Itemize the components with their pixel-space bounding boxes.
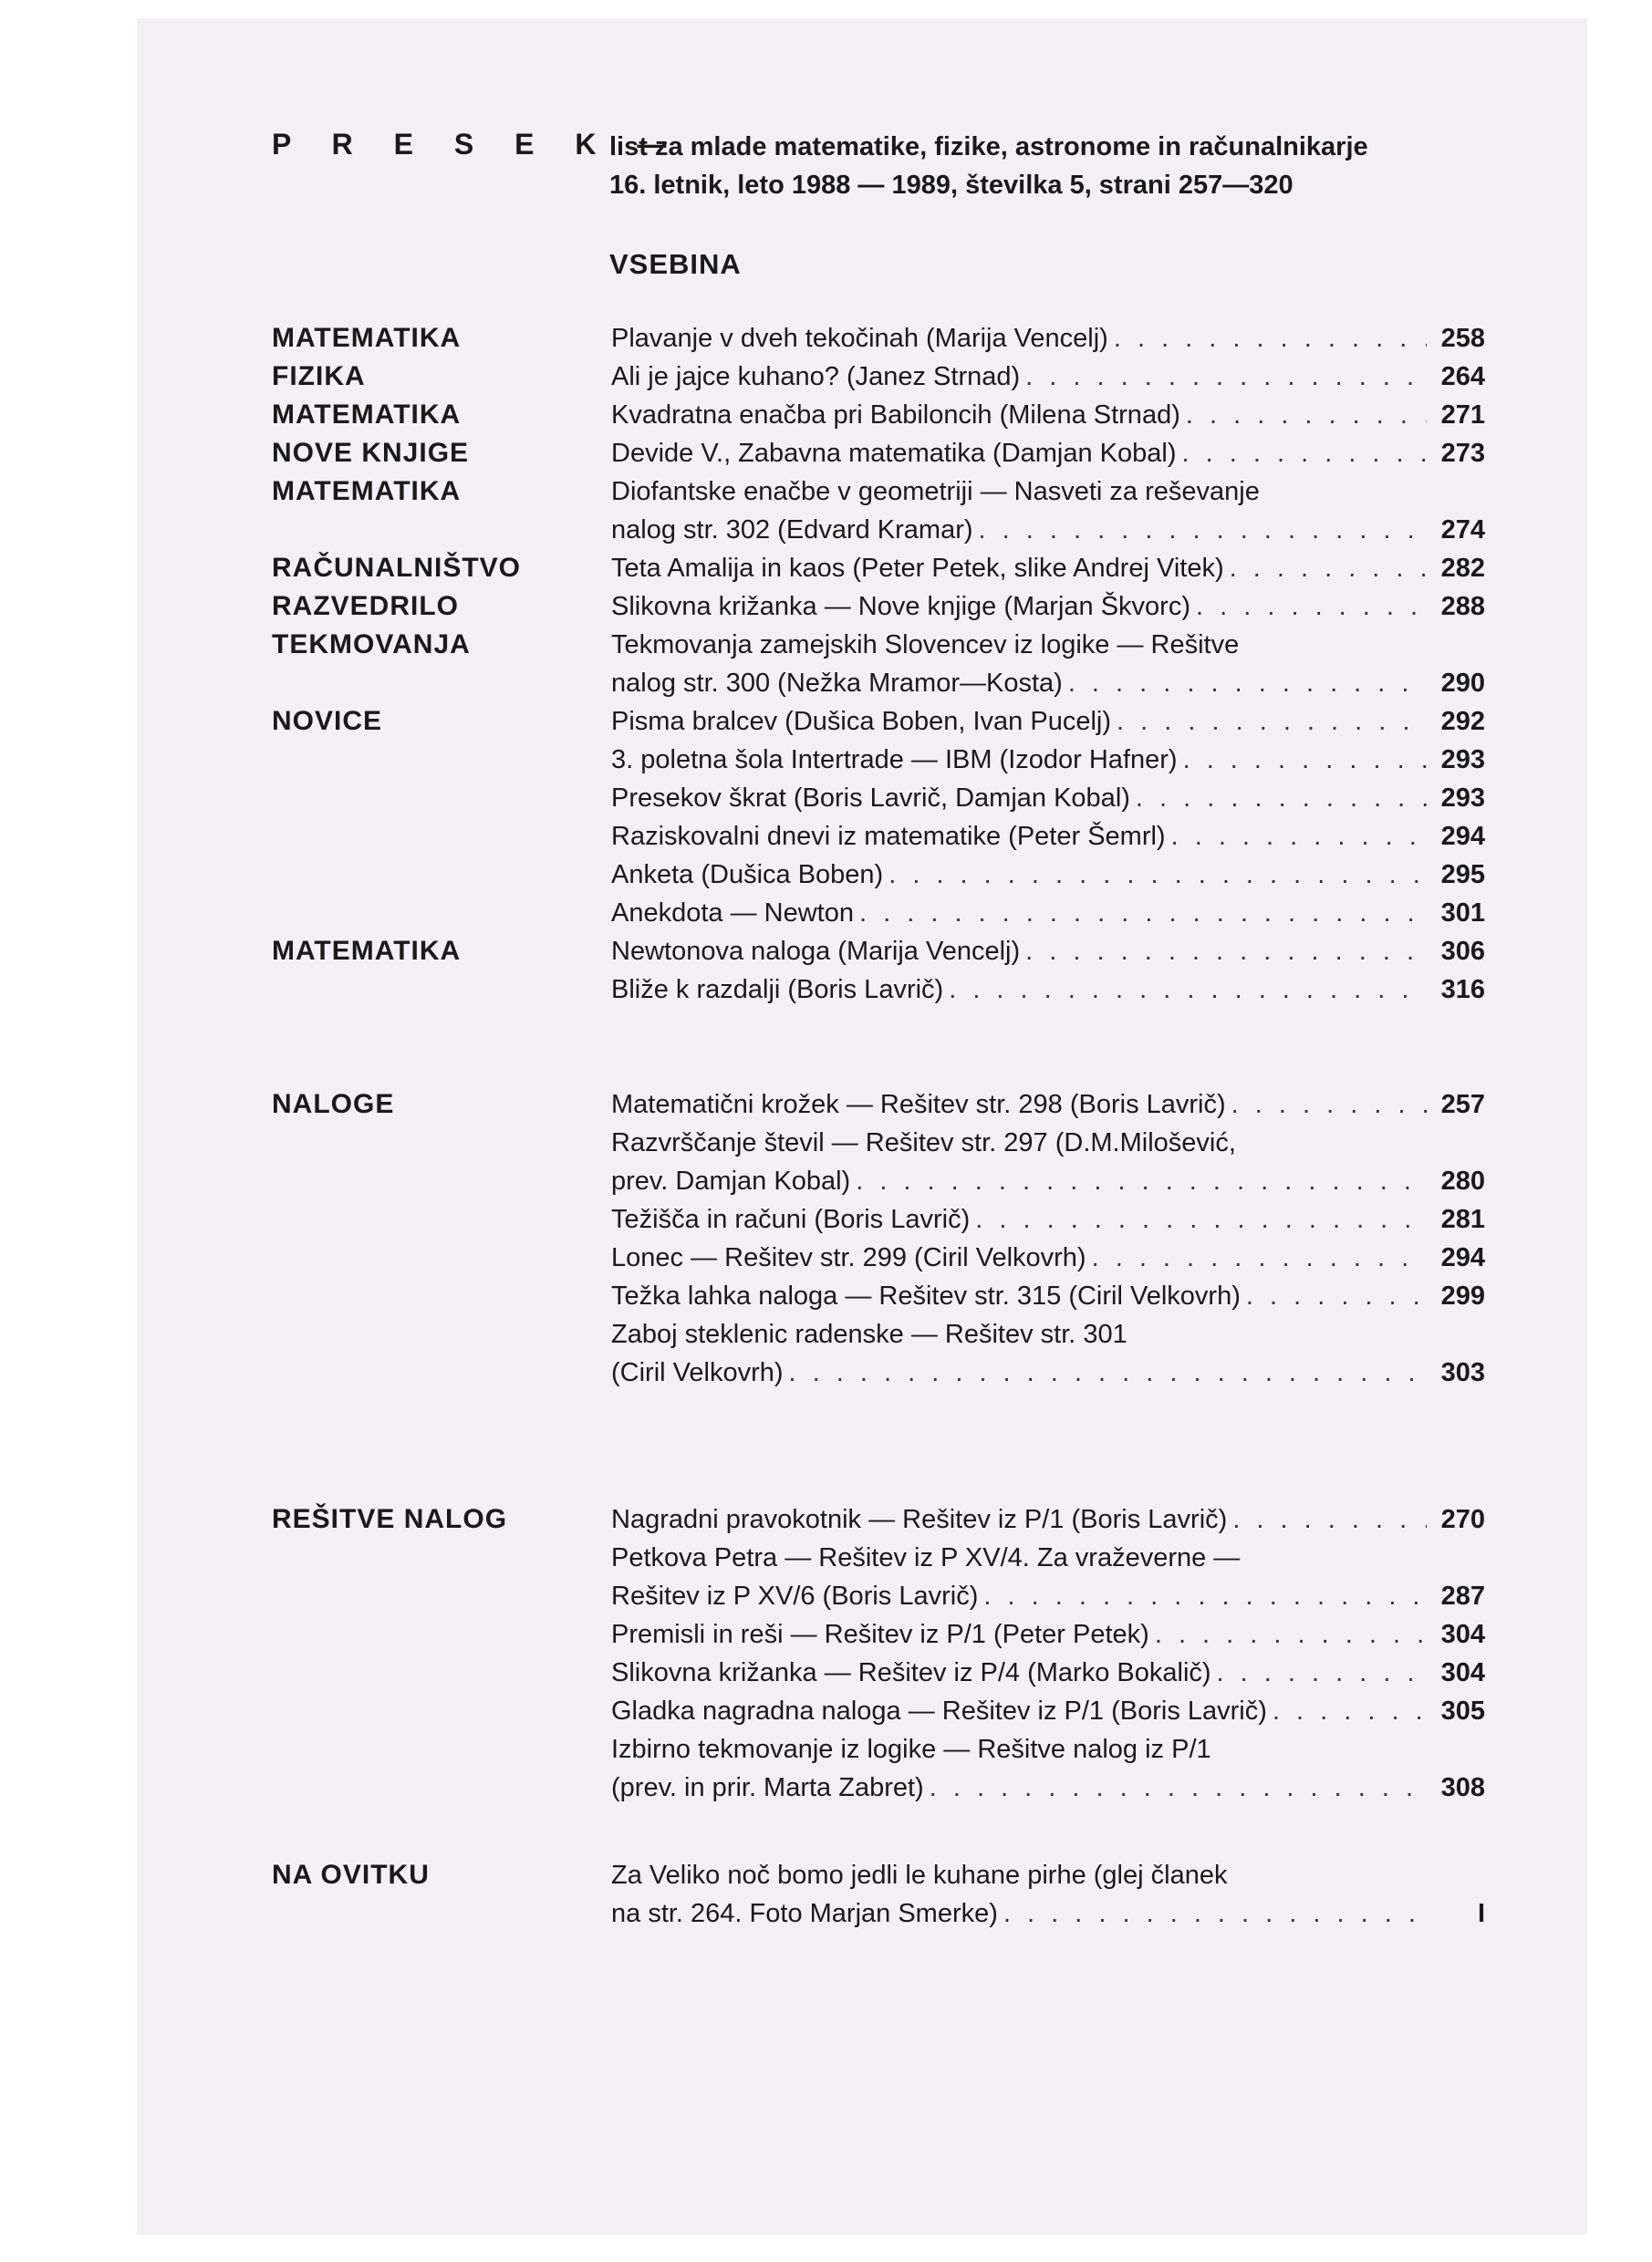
toc-entry-title: 3. poletna šola Intertrade — IBM (Izodor Hafner): [611, 745, 1178, 774]
toc-row: [272, 970, 1494, 1009]
toc-entry-line: [611, 396, 1485, 434]
toc-row: [272, 702, 1494, 741]
toc-entry: [611, 396, 1485, 434]
toc-category: TEKMOVANJA: [272, 629, 471, 659]
toc-entry-title: Težišča in računi (Boris Lavrič): [611, 1205, 971, 1234]
toc-row: [272, 741, 1494, 779]
toc-row: [272, 1200, 1494, 1239]
dot-leader: [1273, 1692, 1427, 1730]
dot-leader: [888, 856, 1427, 894]
toc-entry-line: [611, 856, 1485, 894]
toc-entry-line: [611, 970, 1485, 1009]
toc-entry-title: Raziskovalni dnevi iz matematike (Peter Šemrl): [611, 822, 1166, 851]
masthead-info: [609, 128, 1522, 204]
toc-row: [272, 319, 1494, 358]
dot-leader: [1232, 1500, 1427, 1539]
toc-entry-line: [611, 932, 1485, 970]
toc-row: [272, 358, 1494, 396]
page-number: 301: [1440, 898, 1485, 928]
page-number: 303: [1440, 1358, 1485, 1387]
page-number: 305: [1440, 1696, 1485, 1726]
toc-category: MATEMATIKA: [272, 323, 462, 353]
dot-leader: [1217, 1654, 1427, 1692]
dot-leader: [1025, 358, 1427, 396]
toc-entry-line: [611, 511, 1485, 549]
dot-leader: [1155, 1615, 1427, 1654]
dot-leader: [1230, 549, 1427, 587]
toc-entry: [611, 970, 1485, 1009]
toc-row: [272, 1692, 1494, 1730]
dot-leader: [856, 1162, 1427, 1200]
page-number: 295: [1440, 860, 1485, 889]
dot-leader: [1231, 1085, 1427, 1124]
issue-info: 16. letnik, leto 1988 — 1989, številka 5, strani 257—320: [609, 171, 1294, 200]
toc-entry-title: Plavanje v dveh tekočinah (Marija Vencelj): [611, 324, 1108, 353]
toc-entry: [611, 1124, 1485, 1200]
toc-entry-line: [611, 779, 1485, 817]
toc-entry-title: Teta Amalija in kaos (Peter Petek, slike Andrej Vitek): [611, 554, 1224, 583]
toc-section-resitve: [272, 1500, 1494, 1807]
toc-entry: [611, 1500, 1485, 1539]
toc-section-naloge: [272, 1085, 1494, 1392]
toc-category: RAZVEDRILO: [272, 591, 459, 621]
toc-entry-line: [611, 1200, 1485, 1239]
toc-entry-line: [611, 319, 1485, 358]
toc-entry-line: [611, 587, 1485, 626]
contents-title: VSEBINA: [609, 248, 742, 280]
toc-entry-title-line: Petkova Petra — Rešitev iz P XV/4. Za vraževerne —: [611, 1543, 1241, 1572]
toc-entry-line: [611, 358, 1485, 396]
page-number: 290: [1440, 669, 1485, 698]
toc-entry-title-line: Tekmovanja zamejskih Slovencev iz logike — Rešitve: [611, 630, 1240, 659]
page-number: 304: [1440, 1658, 1485, 1687]
toc-entry-line: [611, 549, 1485, 587]
toc-entry-title: Presekov škrat (Boris Lavrič, Damjan Kobal): [611, 783, 1130, 813]
toc-entry: [611, 1239, 1485, 1277]
toc-entry-title: Slikovna križanka — Nove knjige (Marjan Škvorc): [611, 592, 1190, 621]
toc-entry: [611, 1315, 1485, 1392]
page-number: 294: [1440, 822, 1485, 851]
toc-section-main: [272, 319, 1494, 1009]
toc-entry-title: Težka lahka naloga — Rešitev str. 315 (Ciril Velkovrh): [611, 1281, 1241, 1311]
toc-entry-line: [611, 1894, 1485, 1933]
toc-entry: [611, 817, 1485, 856]
toc-row: [272, 587, 1494, 626]
toc-row: [272, 1615, 1494, 1654]
toc-entry-title: Rešitev iz P XV/6 (Boris Lavrič): [611, 1582, 979, 1611]
toc-entry: [611, 741, 1485, 779]
toc-section-ovitek: [272, 1856, 1494, 1933]
toc-entry-title: Gladka nagradna naloga — Rešitev iz P/1 (Boris Lavrič): [611, 1696, 1267, 1726]
toc-row: [272, 1500, 1494, 1539]
toc-entry: [611, 1085, 1485, 1124]
toc-entry-title-line: Zaboj steklenic radenske — Rešitev str. 301: [611, 1320, 1127, 1349]
toc-row: [272, 1315, 1494, 1392]
dot-leader: [1182, 434, 1427, 472]
page-number: 281: [1440, 1205, 1485, 1234]
toc-entry: [611, 1654, 1485, 1692]
toc-category: NOVE KNJIGE: [272, 438, 470, 468]
page-number: 273: [1440, 439, 1485, 468]
toc-entry-title: Kvadratna enačba pri Babiloncih (Milena Strnad): [611, 400, 1180, 430]
dot-leader: [1246, 1277, 1427, 1315]
page-number: 294: [1440, 1243, 1485, 1272]
toc-entry-title-line: Za Veliko noč bomo jedli le kuhane pirhe (glej članek: [611, 1861, 1228, 1890]
masthead-subtitle: list za mlade matematike, fizike, astronome in računalnikarje: [609, 132, 1368, 161]
toc-entry-title: Slikovna križanka — Rešitev iz P/4 (Marko Bokalič): [611, 1658, 1211, 1687]
toc-entry: [611, 894, 1485, 932]
toc-entry-title: prev. Damjan Kobal): [611, 1167, 851, 1196]
toc-entry-title: nalog str. 300 (Nežka Mramor—Kosta): [611, 669, 1063, 698]
page-number: I: [1477, 1899, 1485, 1928]
toc-entry-line: [611, 1239, 1485, 1277]
toc-entry-line: [611, 741, 1485, 779]
toc-entry-line: [611, 434, 1485, 472]
toc-entry-line: [611, 1162, 1485, 1200]
page-number: 293: [1440, 783, 1485, 813]
toc-entry-title-line: Diofantske enačbe v geometriji — Nasveti za reševanje: [611, 477, 1260, 506]
toc-row: [272, 549, 1494, 587]
dot-leader: [1196, 587, 1427, 626]
page-number: 287: [1440, 1582, 1485, 1611]
toc-category: NALOGE: [272, 1089, 395, 1119]
toc-entry-title: Ali je jajce kuhano? (Janez Strnad): [611, 362, 1021, 391]
toc-entry-line: [611, 1500, 1485, 1539]
toc-entry: [611, 779, 1485, 817]
page-number: 274: [1440, 515, 1485, 545]
page-number: 292: [1440, 707, 1485, 736]
toc-entry-title-line: Izbirno tekmovanje iz logike — Rešitve nalog iz P/1: [611, 1735, 1211, 1764]
dot-leader: [949, 970, 1427, 1009]
toc-category: MATEMATIKA: [272, 936, 462, 966]
page-number: 282: [1440, 554, 1485, 583]
toc-entry-title: Matematični krožek — Rešitev str. 298 (Boris Lavrič): [611, 1090, 1226, 1119]
toc-row: [272, 1539, 1494, 1615]
toc-entry-line: [611, 894, 1485, 932]
toc-entry: [611, 472, 1485, 549]
dot-leader: [1136, 779, 1427, 817]
toc-entry: [611, 1200, 1485, 1239]
toc-category: MATEMATIKA: [272, 399, 462, 430]
toc-row: [272, 894, 1494, 932]
dot-leader: [1171, 817, 1427, 856]
toc-entry-title: Devide V., Zabavna matematika (Damjan Kobal): [611, 439, 1177, 468]
dot-leader: [983, 1577, 1427, 1615]
toc-entry: [611, 1277, 1485, 1315]
page-number: 316: [1440, 975, 1485, 1004]
toc-row: [272, 626, 1494, 702]
dot-leader: [975, 1200, 1427, 1239]
dot-leader: [930, 1769, 1427, 1807]
toc-category: RAČUNALNIŠTVO: [272, 553, 521, 583]
toc-row: [272, 1085, 1494, 1124]
toc-entry-title: na str. 264. Foto Marjan Smerke): [611, 1899, 998, 1928]
toc-entry-line: [611, 1577, 1485, 1615]
toc-entry-title: Lonec — Rešitev str. 299 (Ciril Velkovrh): [611, 1243, 1086, 1272]
dot-leader: [1186, 396, 1427, 434]
toc-row: [272, 779, 1494, 817]
toc-entry-title: Premisli in reši — Rešitev iz P/1 (Peter Petek): [611, 1620, 1149, 1649]
page-number: 299: [1440, 1281, 1485, 1311]
toc-entry: [611, 1615, 1485, 1654]
toc-entry-line: [611, 817, 1485, 856]
toc-category: FIZIKA: [272, 361, 366, 391]
toc-entry-line: [611, 1692, 1485, 1730]
toc-entry-line: [611, 1354, 1485, 1392]
page-number: 293: [1440, 745, 1485, 774]
toc-category: MATEMATIKA: [272, 476, 462, 506]
toc-row: [272, 396, 1494, 434]
toc-entry: [611, 1539, 1485, 1615]
toc-entry: [611, 626, 1485, 702]
toc-row: [272, 1730, 1494, 1807]
toc-entry-line: [611, 1085, 1485, 1124]
toc-entry-line: [611, 702, 1485, 741]
toc-entry: [611, 587, 1485, 626]
toc-entry: [611, 434, 1485, 472]
page-number: 270: [1440, 1505, 1485, 1534]
toc-entry: [611, 549, 1485, 587]
toc-entry-line: [611, 1769, 1485, 1807]
dot-leader: [859, 894, 1427, 932]
page-number: 271: [1440, 400, 1485, 430]
toc-entry-title: Anekdota — Newton: [611, 898, 854, 928]
toc-entry: [611, 932, 1485, 970]
page-number: 258: [1440, 324, 1485, 353]
toc-entry: [611, 1730, 1485, 1807]
toc-entry-title: Bliže k razdalji (Boris Lavrič): [611, 975, 944, 1004]
page-number: 264: [1440, 362, 1485, 391]
toc-category: NA OVITKU: [272, 1860, 430, 1890]
toc-category: REŠITVE NALOG: [272, 1504, 508, 1534]
dot-leader: [1068, 664, 1427, 702]
page-number: 308: [1440, 1773, 1485, 1802]
toc-row: [272, 817, 1494, 856]
dot-leader: [979, 511, 1427, 549]
toc-row: [272, 434, 1494, 472]
toc-entry-line: [611, 1277, 1485, 1315]
toc-entry-title: nalog str. 302 (Edvard Kramar): [611, 515, 973, 545]
toc-entry-title: Pisma bralcev (Dušica Boben, Ivan Pucelj): [611, 707, 1112, 736]
page-number: 257: [1440, 1090, 1485, 1119]
dot-leader: [1117, 702, 1427, 741]
page-number: 280: [1440, 1167, 1485, 1196]
toc-entry-line: [611, 664, 1485, 702]
toc-row: [272, 932, 1494, 970]
toc-entry-title: (prev. in prir. Marta Zabret): [611, 1773, 924, 1802]
toc-entry: [611, 1856, 1485, 1933]
dot-leader: [1003, 1894, 1427, 1933]
toc-row: [272, 1654, 1494, 1692]
dot-leader: [1092, 1239, 1427, 1277]
toc-category: NOVICE: [272, 706, 383, 736]
toc-entry: [611, 702, 1485, 741]
dot-leader: [1183, 741, 1427, 779]
toc-entry-line: [611, 1615, 1485, 1654]
toc-row: [272, 1124, 1494, 1200]
toc-row: [272, 472, 1494, 549]
dot-leader: [1114, 319, 1427, 358]
toc-row: [272, 1239, 1494, 1277]
page-number: 288: [1440, 592, 1485, 621]
toc-entry: [611, 358, 1485, 396]
toc-row: [272, 856, 1494, 894]
toc-row: [272, 1856, 1494, 1933]
dot-leader: [789, 1354, 1427, 1392]
toc-entry: [611, 319, 1485, 358]
toc-entry-title: Newtonova naloga (Marija Vencelj): [611, 937, 1021, 966]
dot-leader: [1025, 932, 1427, 970]
toc-entry-line: [611, 1654, 1485, 1692]
page-number: 304: [1440, 1620, 1485, 1649]
toc-entry-title-line: Razvrščanje števil — Rešitev str. 297 (D.M.Milošević,: [611, 1128, 1236, 1157]
toc-entry: [611, 1692, 1485, 1730]
toc-entry-title: (Ciril Velkovrh): [611, 1358, 784, 1387]
toc-entry-title: Nagradni pravokotnik — Rešitev iz P/1 (Boris Lavrič): [611, 1505, 1228, 1534]
magazine-name: P R E S E K —: [272, 128, 683, 161]
toc-row: [272, 1277, 1494, 1315]
toc-entry: [611, 856, 1485, 894]
page-number: 306: [1440, 937, 1485, 966]
toc-entry-title: Anketa (Dušica Boben): [611, 860, 884, 889]
